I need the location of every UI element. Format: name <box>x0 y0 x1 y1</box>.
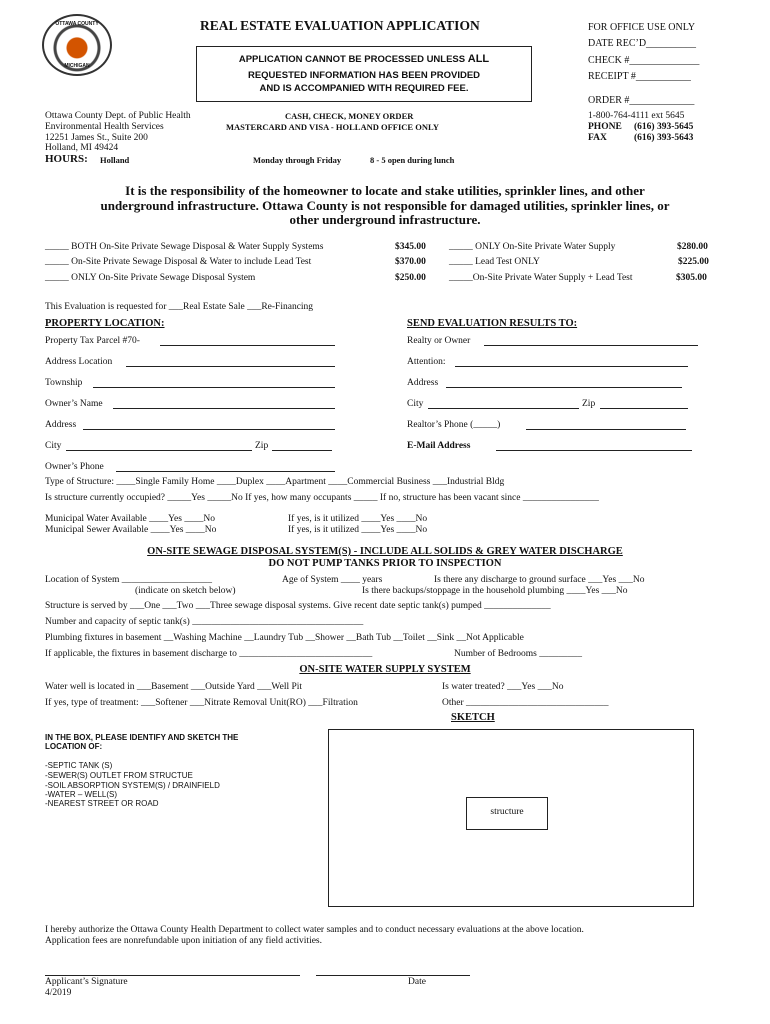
page-title: REAL ESTATE EVALUATION APPLICATION <box>200 18 480 33</box>
agency-street: 12251 James St., Suite 200 <box>45 133 148 143</box>
signature-line[interactable] <box>45 975 300 976</box>
owner-phone-label: Owner’s Phone <box>45 462 104 472</box>
send-address-field[interactable] <box>446 387 682 388</box>
hours-time: 8 - 5 open during lunch <box>370 155 455 165</box>
sketch-instruction-1: IN THE BOX, PLEASE IDENTIFY AND SKETCH THE <box>45 733 239 742</box>
service-price-lead-only: $225.00 <box>678 257 709 267</box>
seal-top-text: OTTAWA COUNTY <box>55 21 99 27</box>
send-results-heading: SEND EVALUATION RESULTS TO: <box>407 318 578 329</box>
service-price-both-lead: $370.00 <box>395 257 426 267</box>
send-city-label: City <box>407 399 424 409</box>
sketch-item-drainfield: -SOIL ABSORPTION SYSTEM(S) / DRAINFIELD <box>45 781 220 790</box>
service-price-water-lead: $305.00 <box>676 273 707 283</box>
send-address-label: Address <box>407 378 439 388</box>
municipal-water[interactable]: Municipal Water Available ____Yes ____No <box>45 514 215 524</box>
send-city-field[interactable] <box>428 408 579 409</box>
service-option-both[interactable]: _____ BOTH On-Site Private Sewage Disposal & Water Supply Systems <box>45 242 324 252</box>
systems-served-field[interactable]: Structure is served by ___One ___Two ___Three sewage disposal systems. Give recent date septic tank(s) pumped ______________ <box>45 601 551 611</box>
notice-line-3: AND IS ACCOMPANIED WITH REQUIRED FEE. <box>259 83 469 94</box>
structure-occupied[interactable]: Is structure currently occupied? _____Yes _____No If yes, how many occupants _____ If no, structure has been vacant since ________________ <box>45 493 599 503</box>
email-label: E-Mail Address <box>407 441 471 451</box>
structure-type[interactable]: Type of Structure: ____Single Family Home ____Duplex ____Apartment ____Commercial Business ___Industrial Bldg <box>45 477 505 487</box>
send-zip-field[interactable] <box>600 408 688 409</box>
notice-line-1: APPLICATION CANNOT BE PROCESSED UNLESS ALL <box>238 53 490 65</box>
structure-box: structure <box>466 797 548 830</box>
sketch-item-well: -WATER – WELL(S) <box>45 790 118 799</box>
notice-line-2: REQUESTED INFORMATION HAS BEEN PROVIDED <box>247 70 481 81</box>
hours-label: HOURS: <box>45 153 88 165</box>
sketch-heading: SKETCH <box>451 712 495 723</box>
form-version: 4/2019 <box>45 988 72 998</box>
sewer-utilized[interactable]: If yes, is it utilized ____Yes ____No <box>288 525 428 535</box>
date-line[interactable] <box>316 975 470 976</box>
email-field[interactable] <box>496 450 692 451</box>
responsibility-line-3: other underground infrastructure. <box>289 212 481 227</box>
hours-days: Monday through Friday <box>253 155 342 165</box>
water-utilized[interactable]: If yes, is it utilized ____Yes ____No <box>288 514 428 524</box>
receipt-number-field[interactable]: RECEIPT #___________ <box>588 71 691 82</box>
bedrooms-field[interactable]: Number of Bedrooms _________ <box>454 649 582 659</box>
service-option-both-lead[interactable]: _____ On-Site Private Sewage Disposal & Water to include Lead Test <box>45 257 312 267</box>
system-location-note: (indicate on sketch below) <box>135 586 236 596</box>
owner-phone-field[interactable] <box>116 471 335 472</box>
parcel-field[interactable] <box>160 345 335 346</box>
fax-label: FAX <box>588 133 607 143</box>
evaluation-purpose[interactable]: This Evaluation is requested for ___Real Estate Sale ___Re-Financing <box>45 302 314 312</box>
service-option-water-only[interactable]: _____ ONLY On-Site Private Water Supply <box>449 242 616 252</box>
agency-name: Ottawa County Dept. of Public Health <box>45 111 191 121</box>
fax-number: (616) 393-5643 <box>634 133 694 143</box>
township-field[interactable] <box>93 387 335 388</box>
water-supply-heading: ON-SITE WATER SUPPLY SYSTEM <box>299 664 471 675</box>
payment-methods-2: MASTERCARD AND VISA - HOLLAND OFFICE ONLY <box>226 122 440 132</box>
backups-question[interactable]: Is there backups/stoppage in the household plumbing ____Yes ___No <box>362 586 628 596</box>
agency-division: Environmental Health Services <box>45 122 164 132</box>
owner-name-label: Owner’s Name <box>45 399 103 409</box>
realtor-phone-label: Realtor’s Phone (_____) <box>407 420 501 430</box>
system-age-field[interactable]: Age of System ____ years <box>282 575 383 585</box>
realtor-phone-field[interactable] <box>526 429 686 430</box>
realty-owner-label: Realty or Owner <box>407 336 471 346</box>
township-label: Township <box>45 378 83 388</box>
sketch-item-septic: -SEPTIC TANK (S) <box>45 761 113 770</box>
service-price-water-only: $280.00 <box>677 242 708 252</box>
authorization-line-2: Application fees are nonrefundable upon initiation of any field activities. <box>45 936 322 946</box>
date-label: Date <box>408 977 426 987</box>
payment-methods-1: CASH, CHECK, MONEY ORDER <box>285 111 414 121</box>
owner-name-field[interactable] <box>113 408 335 409</box>
signature-label: Applicant’s Signature <box>45 977 128 987</box>
attention-field[interactable] <box>455 366 688 367</box>
treatment-type[interactable]: If yes, type of treatment: ___Softener ___Nitrate Removal Unit(RO) ___Filtration <box>45 698 358 708</box>
water-treated-question[interactable]: Is water treated? ___Yes ___No <box>442 682 564 692</box>
hours-location: Holland <box>100 155 130 165</box>
address-location-field[interactable] <box>126 366 335 367</box>
phone-label: PHONE <box>588 122 622 132</box>
check-number-field[interactable]: CHECK #______________ <box>588 55 700 66</box>
property-zip-label: Zip <box>255 441 269 451</box>
basement-fixtures[interactable]: Plumbing fixtures in basement __Washing Machine __Laundry Tub __Shower __Bath Tub __Toilet __Sink __Not Applicable <box>45 633 524 643</box>
fixtures-discharge-field[interactable]: If applicable, the fixtures in basement discharge to ____________________________ <box>45 649 373 659</box>
service-price-sewage-only: $250.00 <box>395 273 426 283</box>
sketch-item-sewer: -SEWER(S) OUTLET FROM STRUCTUE <box>45 771 193 780</box>
county-seal-logo <box>42 14 112 76</box>
treatment-other-field[interactable]: Other ______________________________ <box>442 698 609 708</box>
address-location-label: Address Location <box>45 357 113 367</box>
sketch-item-street: -NEAREST STREET OR ROAD <box>45 799 159 808</box>
order-number-field[interactable]: ORDER #_____________ <box>588 95 695 106</box>
sewage-heading: ON-SITE SEWAGE DISPOSAL SYSTEM(S) - INCLUDE ALL SOLIDS & GREY WATER DISCHARGE <box>147 546 623 557</box>
sewage-subheading: DO NOT PUMP TANKS PRIOR TO INSPECTION <box>268 558 502 569</box>
office-use-label: FOR OFFICE USE ONLY <box>588 22 696 33</box>
property-address-label: Address <box>45 420 77 430</box>
responsibility-line-2: underground infrastructure. Ottawa County is not responsible for damaged utilities, sprinkler lines, or <box>100 198 670 213</box>
agency-city: Holland, MI 49424 <box>45 143 119 153</box>
parcel-label: Property Tax Parcel #70- <box>45 336 140 346</box>
service-option-sewage-only[interactable]: _____ ONLY On-Site Private Sewage Disposal System <box>45 273 256 283</box>
service-option-lead-only[interactable]: _____ Lead Test ONLY <box>449 257 540 267</box>
send-zip-label: Zip <box>582 399 596 409</box>
attention-label: Attention: <box>407 357 446 367</box>
property-location-heading: PROPERTY LOCATION: <box>45 318 165 329</box>
sketch-instruction-2: LOCATION OF: <box>45 742 103 751</box>
property-zip-field[interactable] <box>272 450 332 451</box>
septic-capacity-field[interactable]: Number and capacity of septic tank(s) ____________________________________ <box>45 617 364 627</box>
realty-owner-field[interactable] <box>484 345 698 346</box>
municipal-sewer[interactable]: Municipal Sewer Available ____Yes ____No <box>45 525 217 535</box>
property-city-field[interactable] <box>66 450 252 451</box>
service-option-water-lead[interactable]: _____On-Site Private Water Supply + Lead Test <box>449 273 633 283</box>
date-received-field[interactable]: DATE REC’D__________ <box>588 38 697 49</box>
property-city-label: City <box>45 441 62 451</box>
seal-bottom-text: MICHIGAN <box>64 63 90 69</box>
service-price-both: $345.00 <box>395 242 426 252</box>
system-location-field[interactable]: Location of System ___________________ <box>45 575 213 585</box>
property-address-field[interactable] <box>83 429 335 430</box>
toll-free-phone: 1-800-764-4111 ext 5645 <box>588 111 685 121</box>
phone-number: (616) 393-5645 <box>634 122 694 132</box>
ground-discharge-question[interactable]: Is there any discharge to ground surface ___Yes ___No <box>434 575 645 585</box>
responsibility-line-1: It is the responsibility of the homeowner to locate and stake utilities, sprinkler lines, and other <box>125 183 645 198</box>
authorization-line-1: I hereby authorize the Ottawa County Health Department to collect water samples and to conduct necessary evaluations at the above location. <box>45 925 584 935</box>
well-location[interactable]: Water well is located in ___Basement ___Outside Yard ___Well Pit <box>45 682 303 692</box>
